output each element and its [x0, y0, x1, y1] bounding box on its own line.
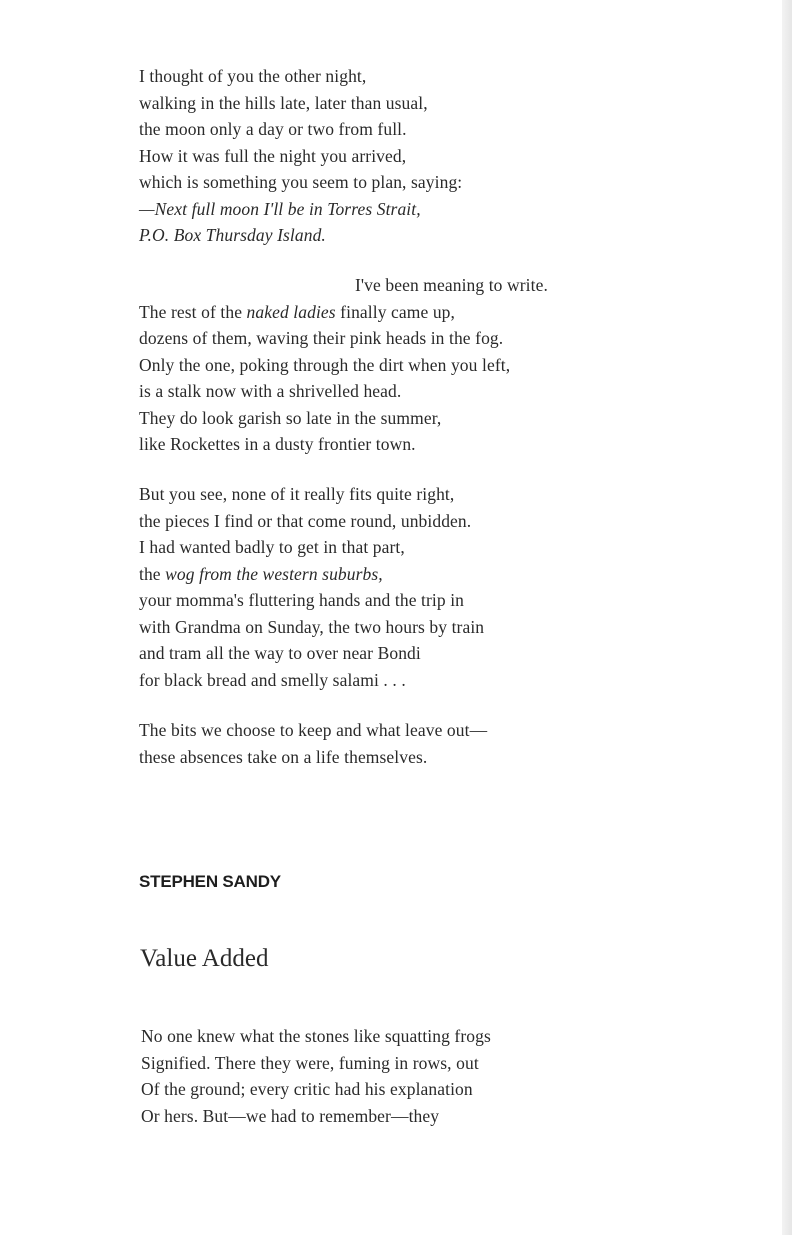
poem-line-text: finally came up, — [335, 301, 455, 322]
poem-line: like Rockettes in a dusty frontier town. — [139, 434, 416, 454]
page-edge-shadow — [782, 0, 792, 1235]
poem-stanza-1 — [139, 63, 462, 249]
poem-line-text: the — [139, 563, 166, 584]
poem-stanza-5 — [141, 1023, 491, 1129]
poem-line: and tram all the way to over near Bondi — [139, 643, 421, 663]
poem-stanza-2 — [139, 272, 548, 458]
poem-line-italic: —Next full moon I'll be in Torres Strait, — [139, 198, 421, 219]
poem-line: with Grandma on Sunday, the two hours by train — [139, 616, 485, 637]
poem-line — [139, 299, 548, 326]
poem-line: Signified. There they were, fuming in rows, out — [141, 1052, 479, 1073]
poem-line: No one knew what the stones like squatting frogs — [141, 1026, 491, 1046]
poem-line-text: The rest of the — [139, 301, 247, 322]
poem-line: for black bread and smelly salami . . . — [139, 669, 406, 690]
poem-line: I had wanted badly to get in that part, — [139, 537, 405, 557]
author-name: STEPHEN SANDY — [139, 872, 281, 891]
poem-title: Value Added — [140, 945, 269, 972]
poem-line: the moon only a day or two from full. — [139, 119, 407, 139]
poem-stanza-4 — [139, 717, 487, 770]
poem-line-dropped: I've been meaning to write. — [355, 275, 548, 295]
poem-line: Of the ground; every critic had his explanation — [141, 1079, 473, 1099]
poem-line: Or hers. But—we had to remember—they — [141, 1105, 440, 1126]
poem-line: The bits we choose to keep and what leave out— — [139, 720, 488, 740]
poem-line: your momma's fluttering hands and the trip in — [139, 590, 465, 610]
poem-line: How it was full the night you arrived, — [139, 145, 407, 166]
poem-line: Only the one, poking through the dirt when you left, — [139, 354, 511, 375]
poem-line: I thought of you the other night, — [139, 66, 367, 86]
poem-line: the pieces I find or that come round, unbidden. — [139, 510, 472, 531]
poem-line: is a stalk now with a shrivelled head. — [139, 381, 402, 401]
poem-line-emphasis: naked ladies — [246, 301, 336, 322]
poem-line: But you see, none of it really fits quite right, — [139, 484, 455, 504]
poem-stanza-3 — [139, 481, 484, 693]
poem-line: They do look garish so late in the summer, — [139, 407, 442, 428]
poem-line: which is something you seem to plan, saying: — [139, 172, 463, 192]
poem-line: walking in the hills late, later than usual, — [139, 92, 428, 113]
poem-line-italic: P.O. Box Thursday Island. — [139, 225, 326, 245]
poem-line: these absences take on a life themselves. — [139, 746, 428, 767]
poem-line-emphasis: wog from the western suburbs, — [165, 563, 383, 584]
poem-line: dozens of them, waving their pink heads in the fog. — [139, 328, 504, 348]
poem-line — [139, 561, 484, 588]
